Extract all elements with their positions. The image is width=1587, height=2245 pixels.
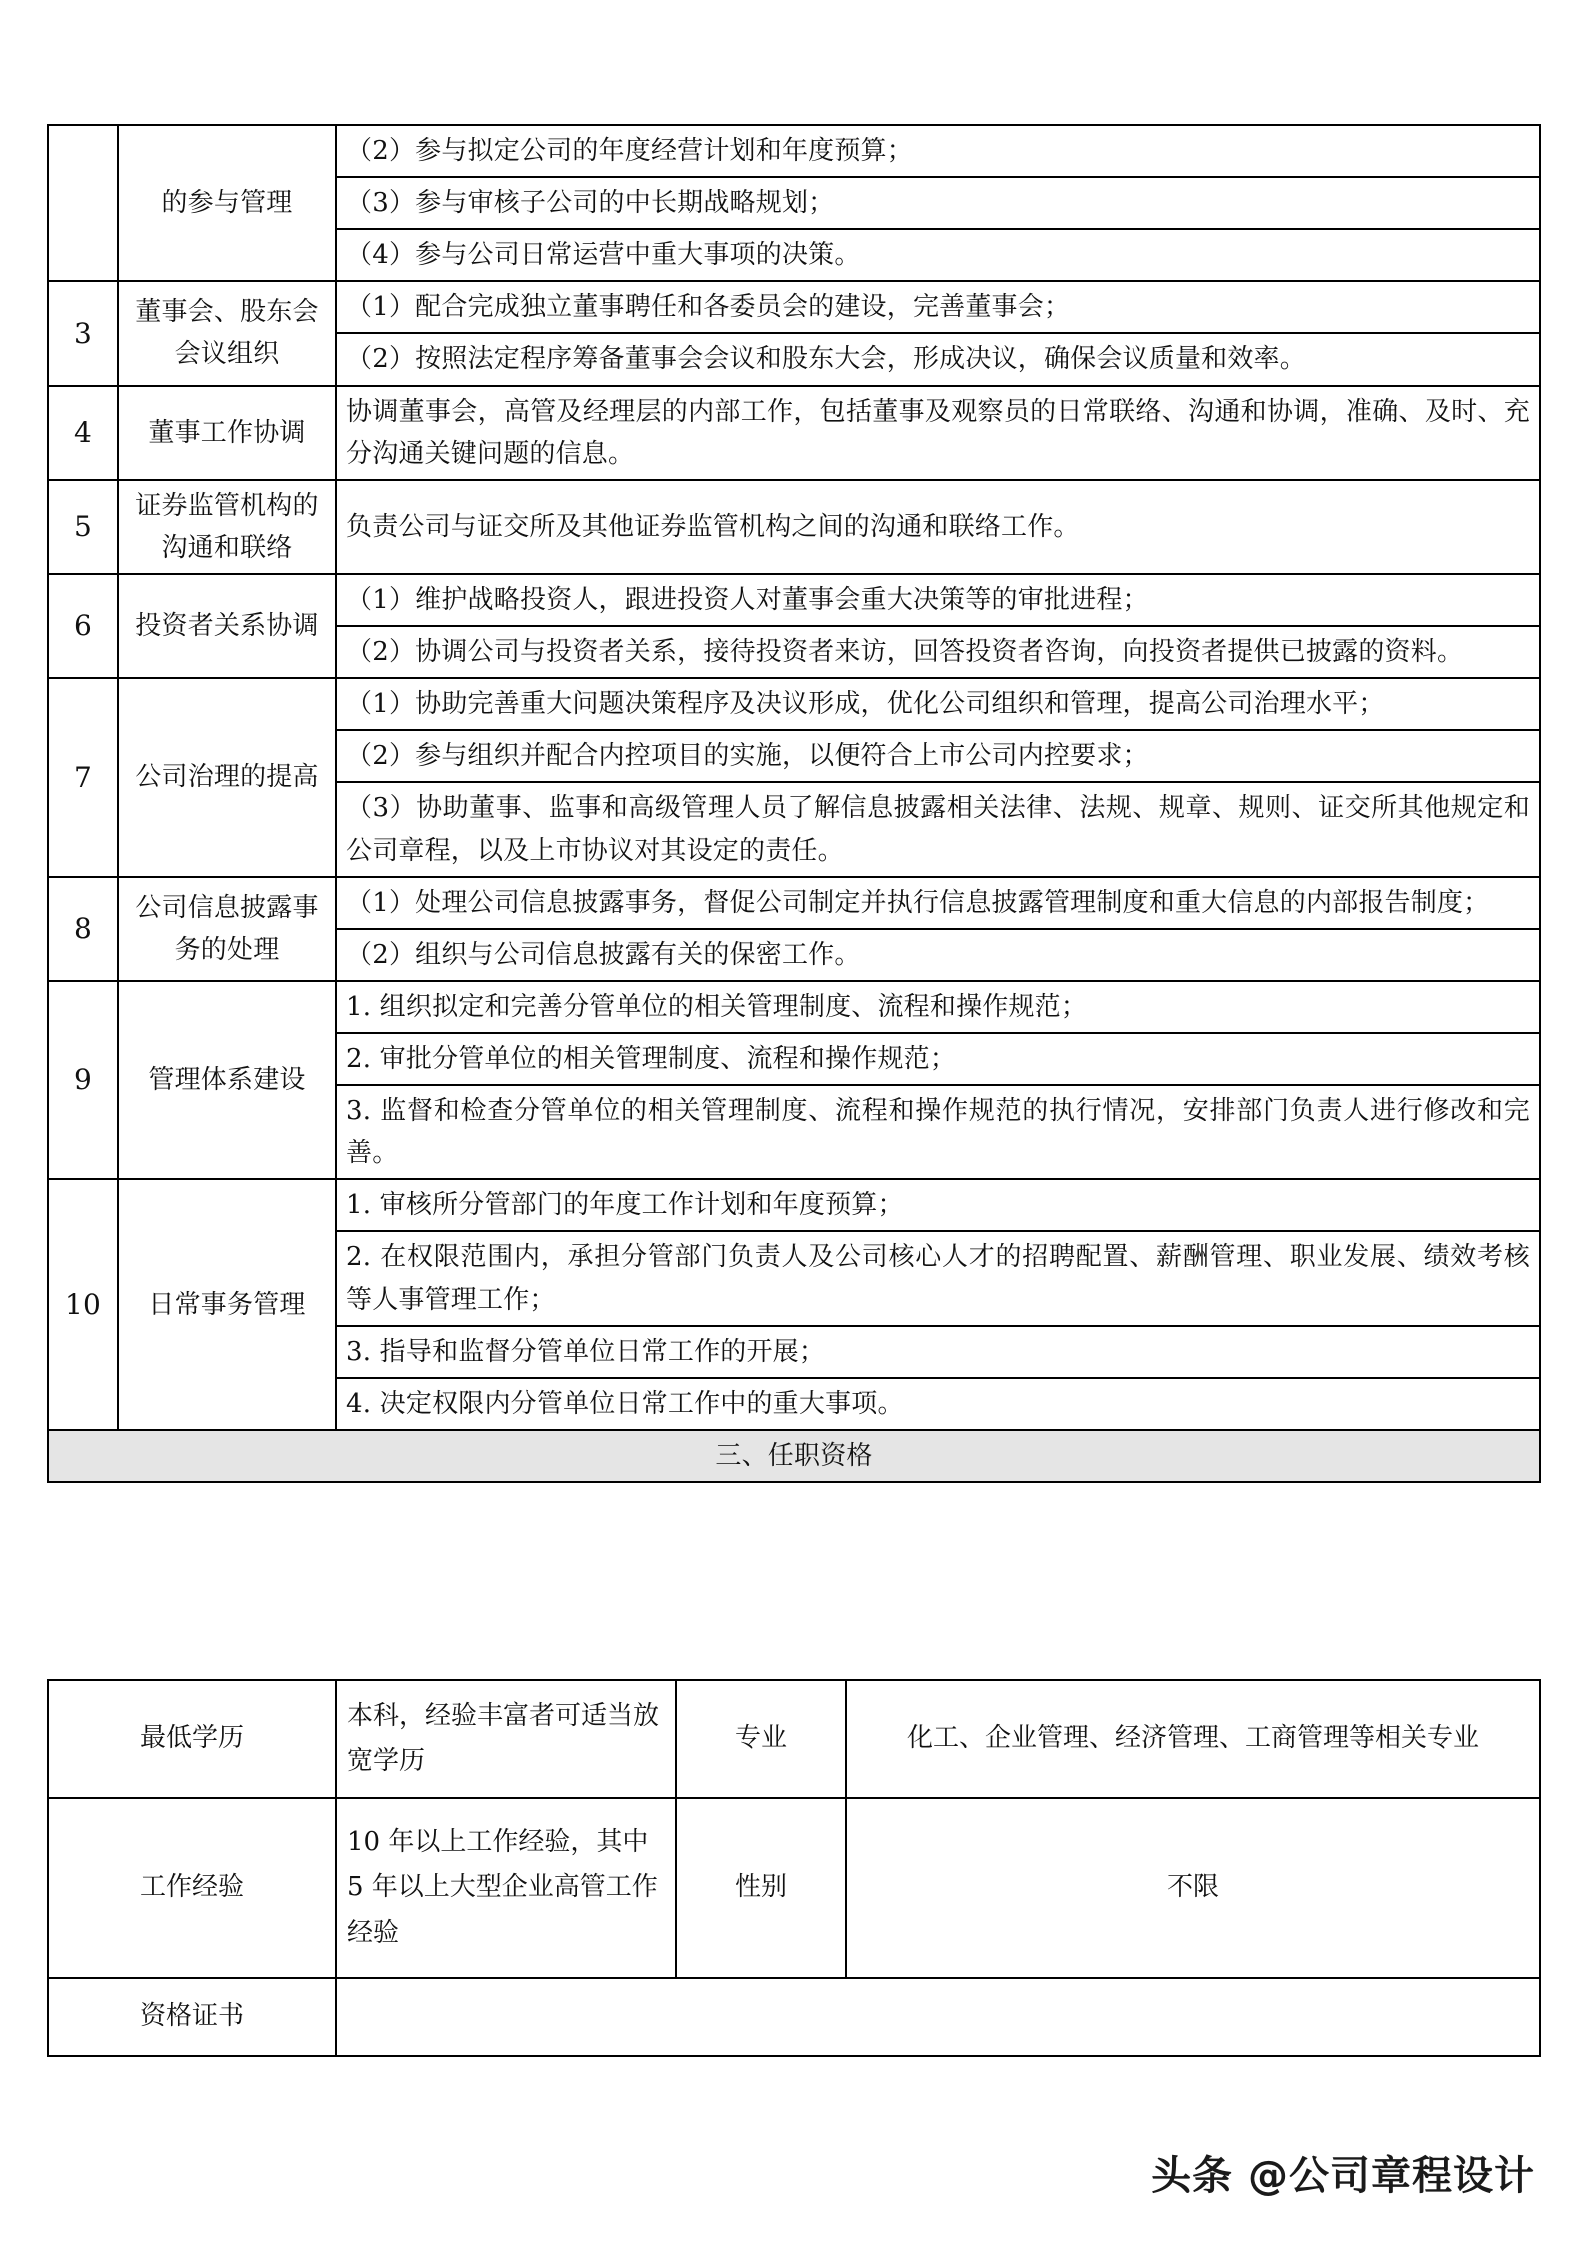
duty-item: 1. 组织拟定和完善分管单位的相关管理制度、流程和操作规范； (336, 981, 1540, 1033)
duty-number (48, 125, 118, 281)
duty-number: 7 (48, 678, 118, 876)
duty-name: 董事会、股东会会议组织 (118, 281, 336, 385)
job-duties-table (47, 124, 1541, 1483)
duty-name: 日常事务管理 (118, 1179, 336, 1430)
qual-label-major: 专业 (676, 1680, 846, 1798)
section-heading-row (48, 1430, 1540, 1482)
duty-name: 管理体系建设 (118, 981, 336, 1179)
duty-item: 2. 在权限范围内，承担分管部门负责人及公司核心人才的招聘配置、薪酬管理、职业发展、绩效考核等人事管理工作； (336, 1231, 1540, 1325)
table-row (48, 480, 1540, 574)
table-row (48, 1978, 1540, 2056)
table-row (48, 574, 1540, 626)
duty-number: 3 (48, 281, 118, 385)
duty-name: 证券监管机构的沟通和联络 (118, 480, 336, 574)
qual-value-education: 本科，经验丰富者可适当放宽学历 (336, 1680, 676, 1798)
duty-name: 公司治理的提高 (118, 678, 336, 876)
section-title-qualification: 三、任职资格 (48, 1430, 1540, 1482)
duty-item: 1. 审核所分管部门的年度工作计划和年度预算； (336, 1179, 1540, 1231)
qual-label-experience: 工作经验 (48, 1798, 336, 1978)
duty-item: （2）参与组织并配合内控项目的实施，以便符合上市公司内控要求； (336, 730, 1540, 782)
table-row (48, 386, 1540, 480)
table-row (48, 877, 1540, 929)
qual-value-major: 化工、企业管理、经济管理、工商管理等相关专业 (846, 1680, 1540, 1798)
table-row (48, 981, 1540, 1033)
table-row (48, 1680, 1540, 1798)
duty-item: （3）协助董事、监事和高级管理人员了解信息披露相关法律、法规、规章、规则、证交所其他规定和公司章程，以及上市协议对其设定的责任。 (336, 782, 1540, 876)
duty-item: （1）协助完善重大问题决策程序及决议形成，优化公司组织和管理，提高公司治理水平； (336, 678, 1540, 730)
duty-item: 2. 审批分管单位的相关管理制度、流程和操作规范； (336, 1033, 1540, 1085)
qual-value-experience: 10 年以上工作经验，其中 5 年以上大型企业高管工作经验 (336, 1798, 676, 1978)
table-row (48, 1179, 1540, 1231)
duty-number: 6 (48, 574, 118, 678)
duty-name: 董事工作协调 (118, 386, 336, 480)
duty-item: （2）协调公司与投资者关系，接待投资者来访，回答投资者咨询，向投资者提供已披露的资料。 (336, 626, 1540, 678)
duty-item: （4）参与公司日常运营中重大事项的决策。 (336, 229, 1540, 281)
duty-item: （2）参与拟定公司的年度经营计划和年度预算； (336, 125, 1540, 177)
duty-name: 投资者关系协调 (118, 574, 336, 678)
duty-name: 的参与管理 (118, 125, 336, 281)
table-row (48, 125, 1540, 177)
qual-label-gender: 性别 (676, 1798, 846, 1978)
qual-value-gender: 不限 (846, 1798, 1540, 1978)
duty-item: 负责公司与证交所及其他证券监管机构之间的沟通和联络工作。 (336, 480, 1540, 574)
table-row (48, 678, 1540, 730)
table-row (48, 1798, 1540, 1978)
duty-number: 5 (48, 480, 118, 574)
watermark-credit: 头条 @公司章程设计 (1151, 2153, 1535, 2199)
duty-number: 9 (48, 981, 118, 1179)
duty-item: （1）配合完成独立董事聘任和各委员会的建设，完善董事会； (336, 281, 1540, 333)
duty-item: 4. 决定权限内分管单位日常工作中的重大事项。 (336, 1378, 1540, 1430)
qual-label-certificate: 资格证书 (48, 1978, 336, 2056)
duty-item: （1）处理公司信息披露事务，督促公司制定并执行信息披露管理制度和重大信息的内部报告制度； (336, 877, 1540, 929)
duty-item: （1）维护战略投资人，跟进投资人对董事会重大决策等的审批进程； (336, 574, 1540, 626)
qual-label-education: 最低学历 (48, 1680, 336, 1798)
duty-number: 8 (48, 877, 118, 981)
duty-item: 3. 监督和检查分管单位的相关管理制度、流程和操作规范的执行情况，安排部门负责人进行修改和完善。 (336, 1085, 1540, 1179)
duty-item: （2）组织与公司信息披露有关的保密工作。 (336, 929, 1540, 981)
duty-item: （2）按照法定程序筹备董事会会议和股东大会，形成决议，确保会议质量和效率。 (336, 333, 1540, 385)
table-row (48, 281, 1540, 333)
duty-name: 公司信息披露事务的处理 (118, 877, 336, 981)
qual-value-certificate (336, 1978, 1540, 2056)
duty-number: 10 (48, 1179, 118, 1430)
duty-item: 协调董事会，高管及经理层的内部工作，包括董事及观察员的日常联络、沟通和协调，准确、及时、充分沟通关键问题的信息。 (336, 386, 1540, 480)
qualification-table (47, 1679, 1541, 2057)
duty-item: （3）参与审核子公司的中长期战略规划； (336, 177, 1540, 229)
duty-number: 4 (48, 386, 118, 480)
duty-item: 3. 指导和监督分管单位日常工作的开展； (336, 1326, 1540, 1378)
